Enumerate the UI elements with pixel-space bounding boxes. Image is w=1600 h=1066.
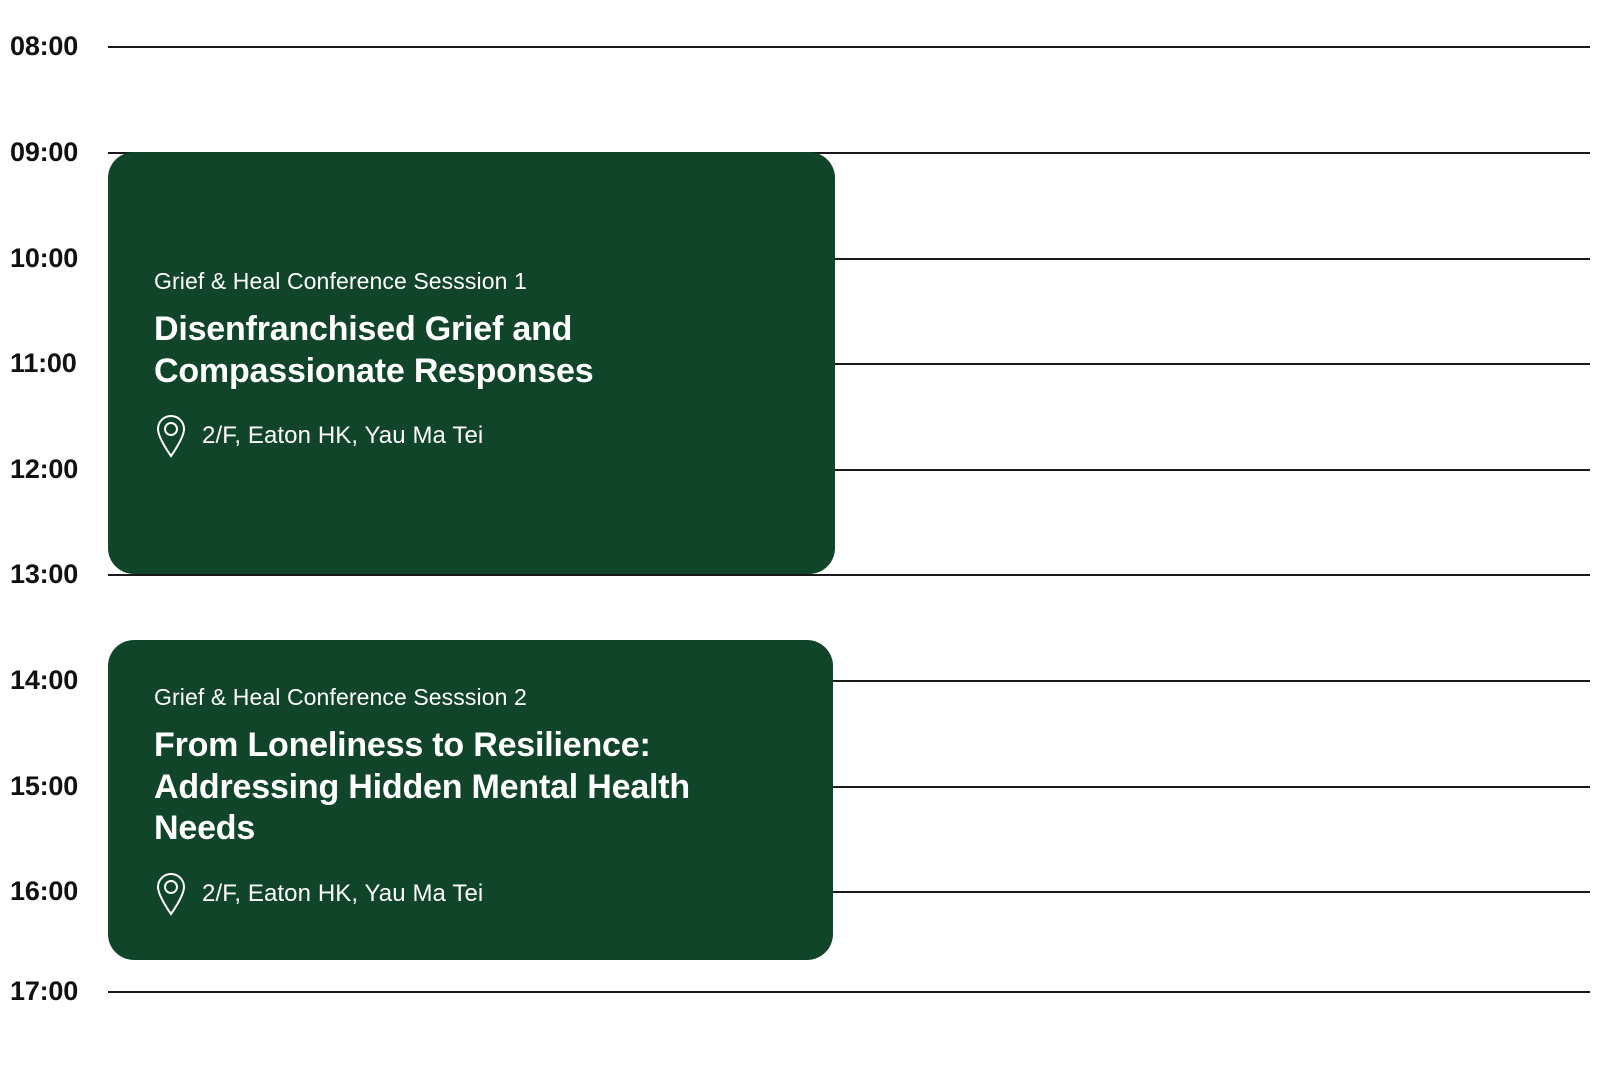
hour-label: 10:00 xyxy=(10,243,79,273)
hour-gridline xyxy=(108,46,1590,48)
event-location-text: 2/F, Eaton HK, Yau Ma Tei xyxy=(202,421,484,449)
event-block[interactable] xyxy=(108,640,833,960)
hour-label: 13:00 xyxy=(10,559,79,589)
hour-gridline xyxy=(108,991,1590,993)
hour-label: 12:00 xyxy=(10,454,79,484)
hour-label: 17:00 xyxy=(10,976,79,1006)
hour-gridline xyxy=(108,574,1590,576)
hour-label: 16:00 xyxy=(10,876,79,906)
hour-label: 15:00 xyxy=(10,771,79,801)
hour-label: 08:00 xyxy=(10,31,79,61)
map-pin-icon xyxy=(154,414,188,458)
event-title: From Loneliness to Resilience: Addressing Hidden Mental Health Needs xyxy=(154,726,690,848)
event-location xyxy=(154,872,787,916)
event-series-label: Grief & Heal Conference Sesssion 2 xyxy=(154,684,527,711)
map-pin-icon xyxy=(154,872,188,916)
hour-label: 09:00 xyxy=(10,137,79,167)
event-location xyxy=(154,414,789,458)
hour-label: 11:00 xyxy=(10,348,77,378)
hour-label: 14:00 xyxy=(10,665,79,695)
event-series-label: Grief & Heal Conference Sesssion 1 xyxy=(154,268,527,295)
event-title: Disenfranchised Grief and Compassionate Responses xyxy=(154,310,594,390)
event-location-text: 2/F, Eaton HK, Yau Ma Tei xyxy=(202,879,484,907)
event-block[interactable] xyxy=(108,152,835,574)
